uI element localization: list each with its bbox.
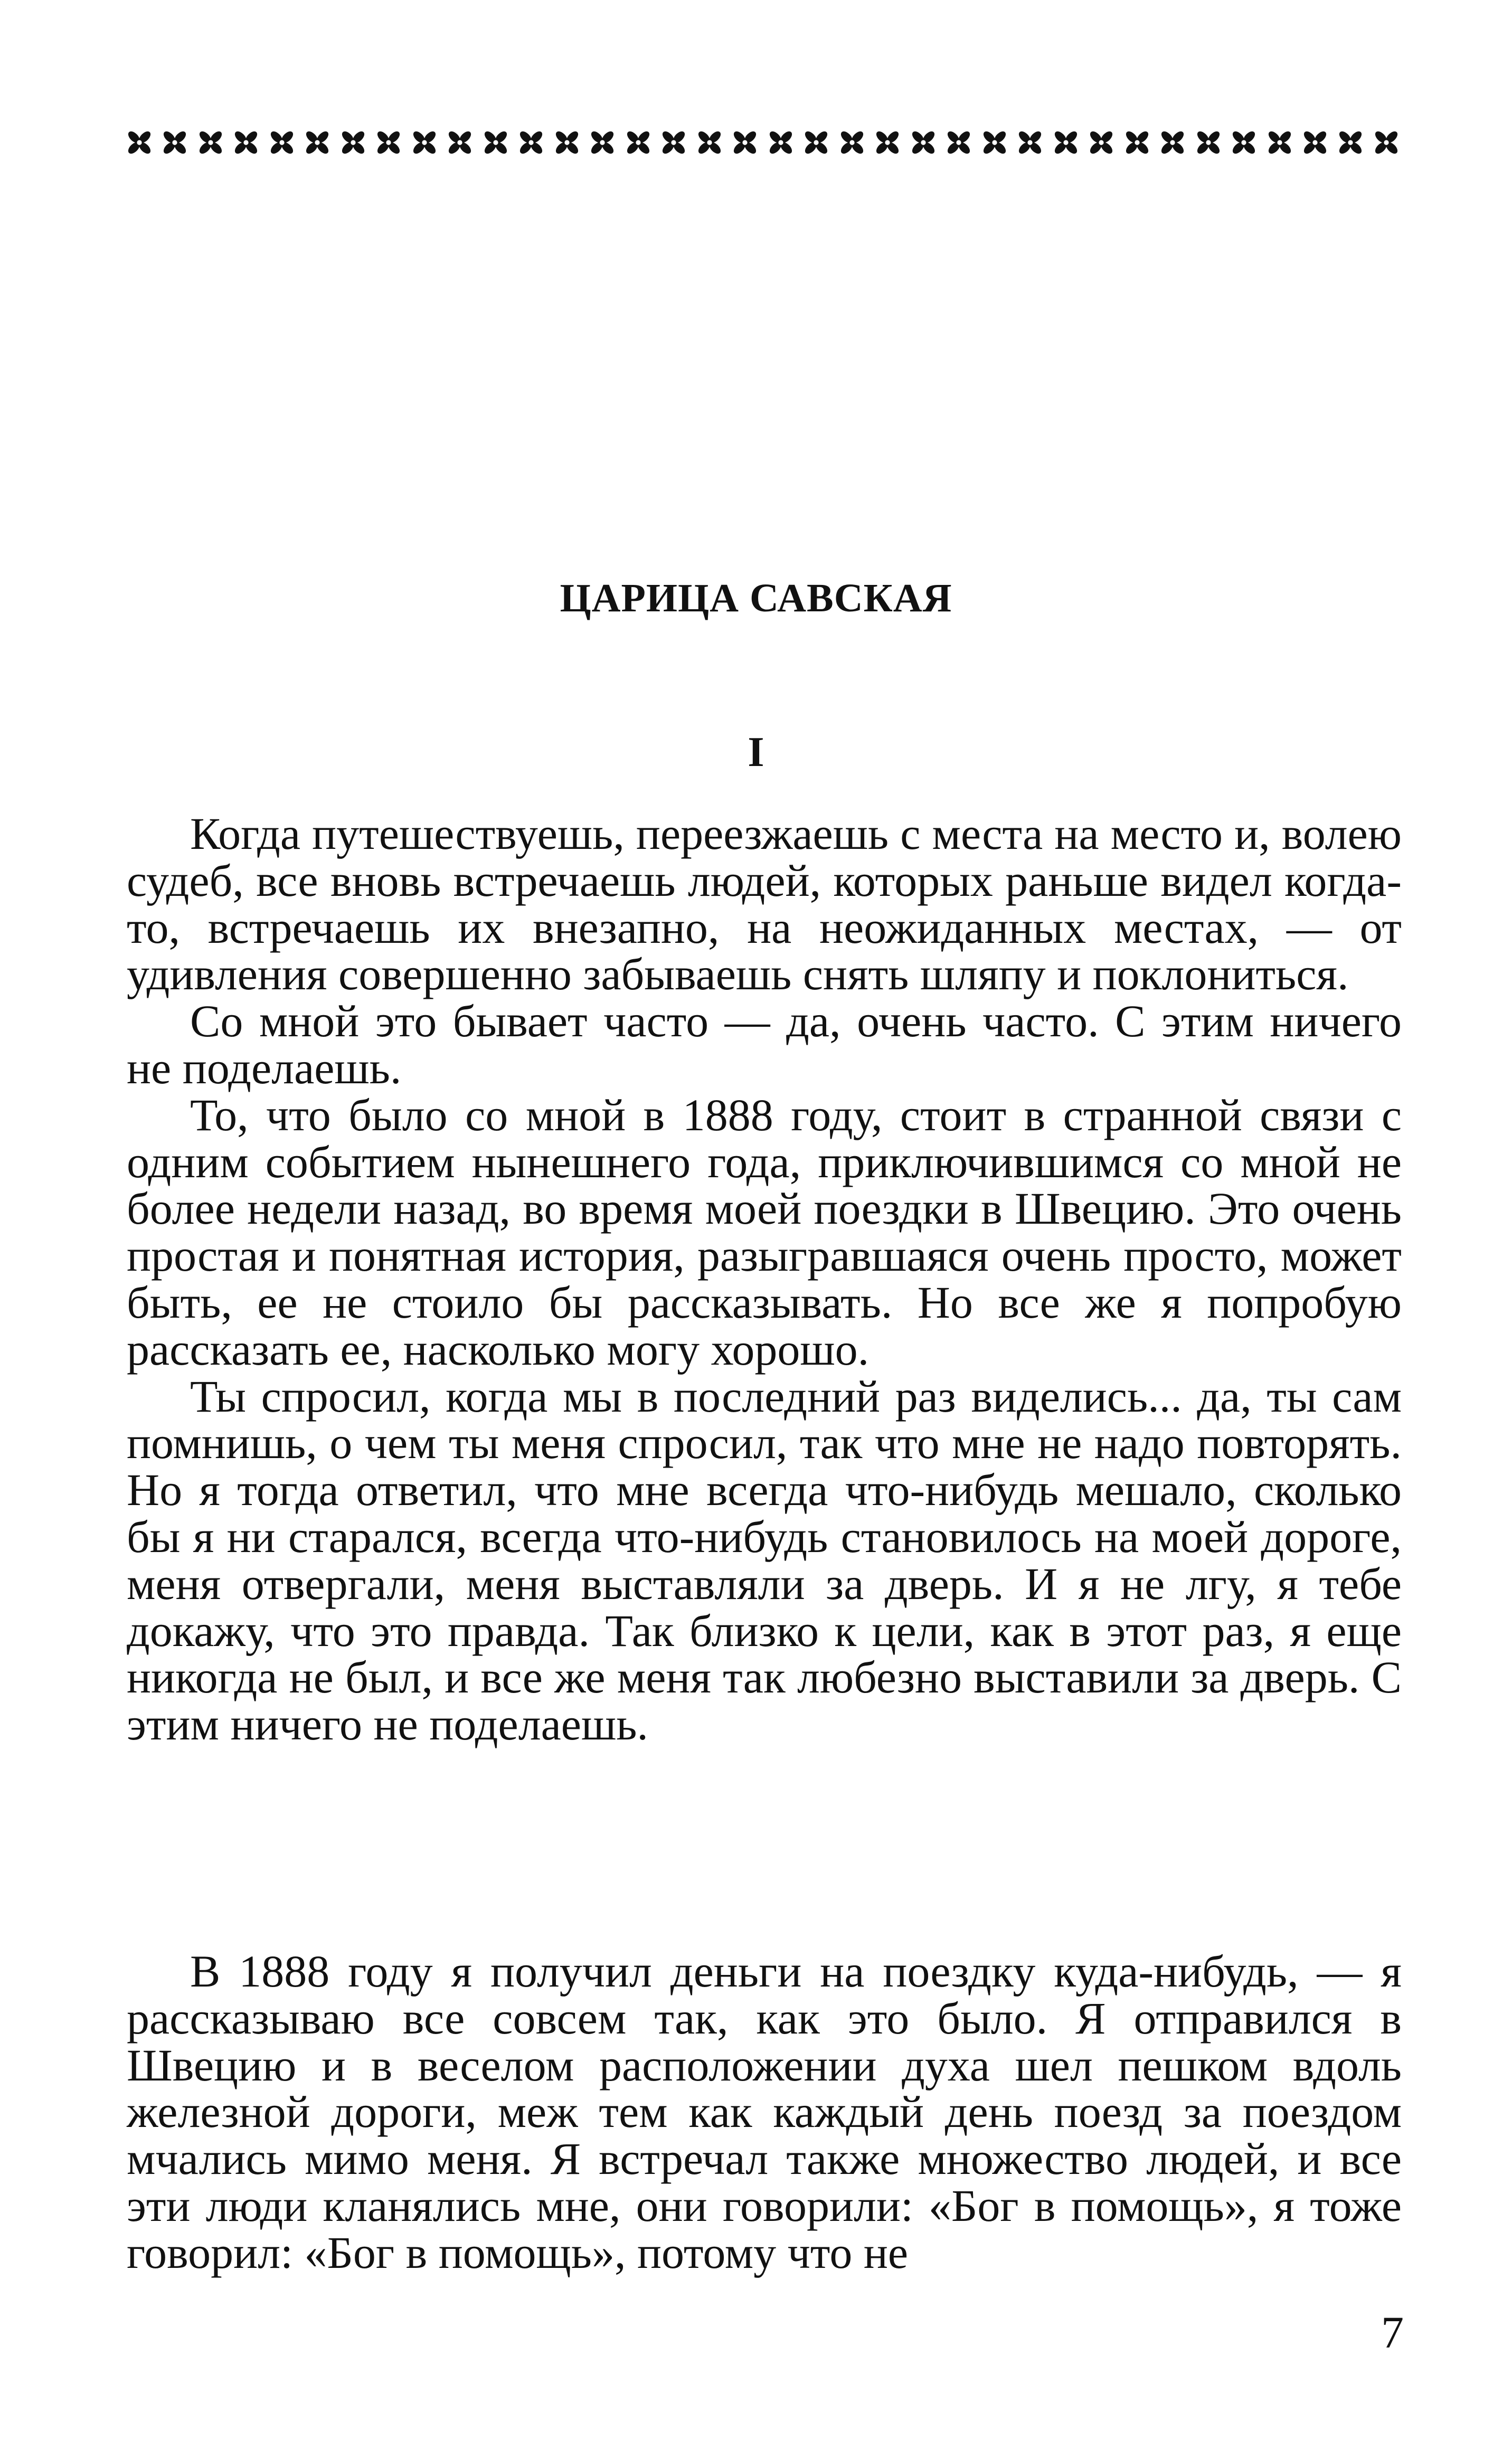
star-ornament-icon [409,127,440,158]
star-ornament-icon [552,127,582,158]
star-ornament-icon [338,127,368,158]
star-ornament-icon [766,127,796,158]
star-ornament-icon [730,127,760,158]
star-ornament-icon [302,127,333,158]
paragraph: Когда путешествуешь, переезжаешь с места на место и, волею судеб, все вновь встречаешь людей, которых раньше видел когда-то, встречаешь их внезапно, на неожиданных местах, — от удивления совершенно забываешь снять шляпу и поклониться. [127,808,1402,1000]
star-ornament-icon [908,127,939,158]
star-ornament-icon [587,127,618,158]
star-ornament-icon [267,127,297,158]
star-ornament-icon [1086,127,1117,158]
star-ornament-icon [1193,127,1224,158]
section-number: I [748,729,764,775]
text-block-part2 [127,1948,1402,2276]
star-ornament-icon [1264,127,1295,158]
star-ornament-icon [837,127,867,158]
star-ornament-icon [623,127,654,158]
star-ornament-icon [1300,127,1330,158]
star-ornament-icon [373,127,404,158]
star-ornament-icon [943,127,974,158]
star-ornament-icon [1015,127,1045,158]
star-ornament-icon [480,127,511,158]
star-ornament-icon [1371,127,1402,158]
star-ornament-icon [1157,127,1188,158]
text-block-part1 [127,810,1402,1748]
star-ornament-icon [694,127,725,158]
decorative-ornament-border [124,124,1402,161]
star-ornament-icon [195,127,226,158]
star-ornament-icon [159,127,190,158]
star-ornament-icon [231,127,261,158]
star-ornament-icon [872,127,903,158]
star-ornament-icon [1051,127,1081,158]
paragraph: Со мной это бывает часто — да, очень часто. С этим ничего не поделаешь. [127,996,1402,1093]
star-ornament-icon [801,127,831,158]
star-ornament-icon [1335,127,1366,158]
page-number: 7 [1381,2307,1404,2358]
paragraph: Ты спросил, когда мы в последний раз виделись... да, ты сам помнишь, о чем ты меня спросил, так что мне не надо повторять. Но я тогда ответил, что мне всегда что-нибудь мешало, сколько бы я ни старался, всегда что-нибудь становилось на моей дороге, меня отвергали, меня выставляли за дверь. И я не лгу, я тебе докажу, что это правда. Так близко к цели, как в этот раз, я еще никогда не был, и все же меня так любезно выставили за дверь. С этим ничего не поделаешь. [127,1370,1402,1750]
paragraph: В 1888 году я получил деньги на поездку куда-нибудь, — я рассказываю все совсем так, как это было. Я отправился в Швецию и в веселом расположении духа шел пешком вдоль железной дороги, меж тем как каждый день поезд за поездом мчались мимо меня. Я встречал также множество людей, и все эти люди кланялись мне, они говорили: «Бог в помощь», я тоже говорил: «Бог в помощь», потому что не [127,1946,1402,2278]
paragraph: То, что было со мной в 1888 году, стоит в странной связи с одним событием нынешнего года, приключившимся со мной не более недели назад, во время моей поездки в Швецию. Это очень простая и понятная история, разыгравшаяся очень просто, может быть, ее не стоило бы рассказывать. Но все же я попробую рассказать ее, насколько могу хорошо. [127,1089,1402,1375]
star-ornament-icon [445,127,475,158]
star-ornament-icon [1228,127,1259,158]
star-ornament-icon [979,127,1010,158]
star-ornament-icon [516,127,546,158]
chapter-title: ЦАРИЦА САВСКАЯ [560,576,952,620]
star-ornament-icon [124,127,155,158]
star-ornament-icon [1122,127,1152,158]
star-ornament-icon [658,127,689,158]
